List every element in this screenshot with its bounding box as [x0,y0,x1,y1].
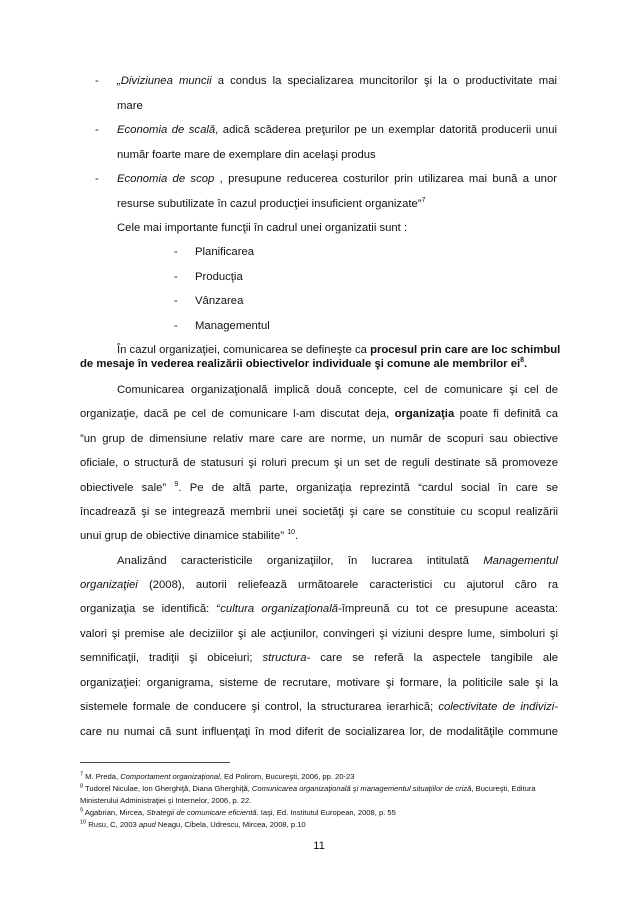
footnote: $^8$ Tudorel Niculae, Ion Gherghiţă, Diana Gherghiţă, Comunicarea organizaţională şi managementul situaţiilor de criză, Bucureşti, Editura [80,783,536,793]
bullet-line-cont: număr foarte mare de exemplare din acelaşi produs [117,149,376,161]
paragraph-line: organizaţiei: organigrama, sisteme de recrutare, motivare şi formare, la politicile sale şi la [80,677,558,689]
function-dash: - [174,246,178,258]
paragraph-line: obiectivele sale” $^9$. Pe de altă parte, organizaţia reprezintă “cardul social în care se [80,481,558,494]
paragraph-line: Comunicarea organizaţională implică două concepte, cel de comunicare şi cel de [117,384,558,396]
page-number: 11 [313,840,325,852]
paragraph-line: sistemele formale de conducere şi control, la structurarea ierarhică; colectivitate de indivizi- [80,701,558,713]
paragraph-line: valori şi premise ale deciziilor şi ale acţiunilor, convingeri şi viziuni despre lume, simboluri şi [80,628,558,640]
paragraph-line: care nu numai că sunt influenţaţi în mod diferit de socializarea lor, de modalităţile commune [80,726,558,738]
footnote-cont: Ministerului Administraţiei şi Internelor, 2006, p. 22. [80,796,252,805]
paragraph-line: organizaţia se identifică: “cultura organizaţională-împreună cu tot ce presupune aceasta: [80,603,559,615]
footnote: $^7$ M. Preda, Comportament organizaţional, Ed Polirom, Bucureşti, 2006, pp. 20-23 [80,771,355,781]
function-item: Vânzarea [195,295,244,307]
bullet-line: Economia de scop , presupune reducerea costurilor prin utilizarea mai bună a unor [117,173,557,185]
function-dash: - [174,320,178,332]
footnote-separator [80,762,230,763]
paragraph-line: organizaţie, dacă pe cel de comunicare l-am discutat deja, organizaţia poate fi definită ca [80,408,558,420]
function-item: Managementul [195,320,270,332]
paragraph-line: oficiale, o structură de statusuri şi roluri precum şi un set de reguli destinate să promoveze [80,457,558,469]
function-item: Planificarea [195,246,255,258]
paragraph-line: unui grup de obiective dinamice stabilite” $^{10}$. [80,529,299,542]
bullet-line: „Diviziunea muncii a condus la specializarea muncitorilor şi la o productivitate mai [117,75,557,87]
paragraph-line: de mesaje în vederea realizării obiectivelor individuale şi comune ale membrilor $ei^8$. [80,357,528,370]
footnote: $^9$ Agabrian, Mircea, Strategii de comunicare eficientă. Iaşi, Ed. Institutul European, 2008, p. 55 [80,807,396,817]
paragraph-line: ”un grup de dimensiune relativ mare care are norme, un număr de scopuri sau obiective [80,433,558,445]
bullet-dash: - [95,124,99,136]
functions-intro: Cele mai importante funcţii în cadrul unei organizatii sunt : [117,222,408,234]
function-dash: - [174,295,178,307]
bullet-line-cont: mare [117,100,143,112]
bullet-line-cont: resurse subutilizate în cazul producţiei insuficient organizate”$^7$ [117,197,426,210]
bullet-dash: - [95,173,99,185]
footnote: $^{10}$ Rusu, C, 2003 apud Neagu, Cibela, Udrescu, Mircea, 2008, p.10 [80,819,306,829]
paragraph-line: încadrează şi se integrează membrii unei societăţi şi care se constituie cu scopul realizării [80,506,558,518]
function-dash: - [174,271,178,283]
paragraph-line: În cazul organizaţiei, comunicarea se defineşte ca procesul prin care are loc schimbul [117,344,561,356]
paragraph-line: semnificaţii, tradiţii şi obiceiuri; structura- care se referă la aspectele tangibile ale [80,652,558,664]
paragraph-line: Analizând caracteristicile organizaţiilor, în lucrarea intitulată Managementul [117,555,558,567]
bullet-dash: - [95,75,99,87]
bullet-line: Economia de scală, adică scăderea preţurilor pe un exemplar datorită producerii unui [117,124,557,136]
paragraph-line: organizaţiei (2008), autorii reliefează următoarele caracteristici cu ajutorul căro ra [80,579,558,591]
function-item: Producţia [195,271,243,283]
